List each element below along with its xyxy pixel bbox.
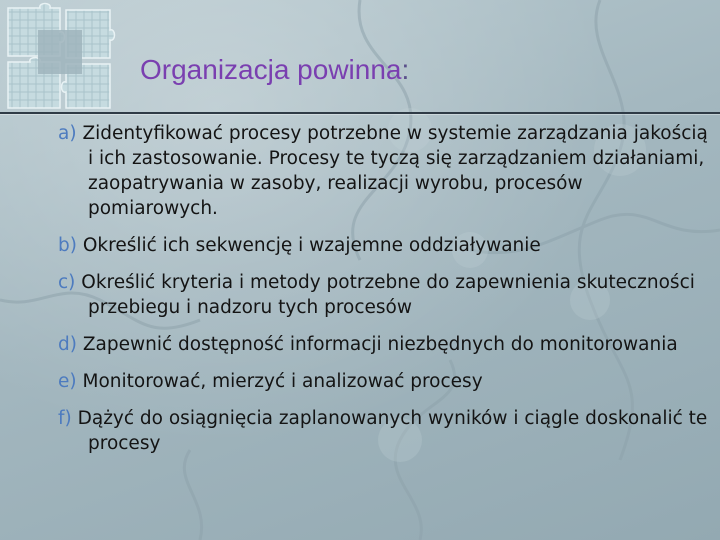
- list-item-b: [58, 233, 708, 258]
- item-marker: b): [58, 235, 77, 256]
- item-marker: a): [58, 123, 77, 144]
- list-item-d: [58, 332, 708, 357]
- item-marker: f): [58, 408, 72, 429]
- item-marker: d): [58, 334, 77, 355]
- item-marker: c): [58, 272, 76, 293]
- item-text: Określić ich sekwencję i wzajemne oddziaływanie: [82, 235, 541, 256]
- item-text: Zapewnić dostępność informacji niezbędnych do monitorowania: [82, 334, 678, 355]
- item-text: Zidentyfikować procesy potrzebne w systemie zarządzania jakością i ich zastosowanie. Procesy te tyczą się zarządzaniem działaniami, zaopatrywania w zasoby, realizacji wyrobu, procesów pomiarowych.: [82, 123, 708, 219]
- list-item-f: [58, 406, 708, 456]
- list-item-a: [58, 121, 708, 221]
- item-text: Monitorować, mierzyć i analizować procesy: [82, 371, 483, 392]
- title-colon: :: [401, 54, 410, 85]
- title-text: Organizacja powinna: [140, 54, 402, 85]
- item-text: Dążyć do osiągnięcia zaplanowanych wyników i ciągle doskonalić te procesy: [77, 408, 708, 454]
- title-divider: [0, 112, 720, 114]
- list-item-c: [58, 270, 708, 320]
- bullet-list: [58, 121, 708, 456]
- puzzle-pieces-icon: [0, 0, 125, 120]
- slide-title: [140, 50, 409, 90]
- list-item-e: [58, 369, 708, 394]
- item-marker: e): [58, 371, 77, 392]
- item-text: Określić kryteria i metody potrzebne do zapewnienia skuteczności przebiegu i nadzoru tych procesów: [81, 272, 695, 318]
